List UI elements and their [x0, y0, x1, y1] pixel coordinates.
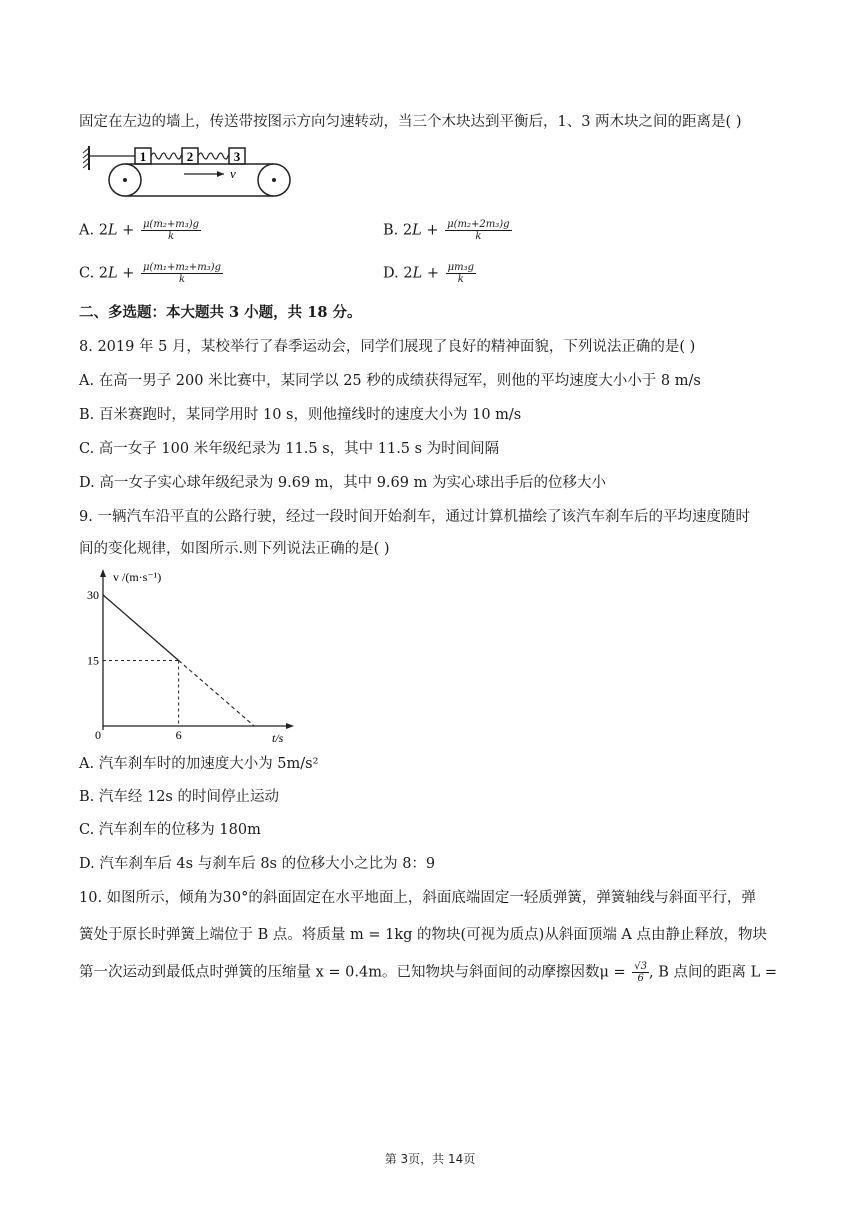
q9-stem-line-2: 间的变化规律，如图所示.则下列说法正确的是( ) [79, 541, 390, 557]
block-1-label: 1 [139, 149, 147, 164]
q7-stem-tail: 固定在左边的墙上，传送带按图示方向匀速转动，当三个木块达到平衡后，1、3 两木块之间的距离是( ) [79, 114, 742, 130]
q8-stem: 8. 2019 年 5 月，某校举行了春季运动会，同学们展现了良好的精神面貌，下列说法正确的是( ) [79, 339, 696, 355]
q7-option-b: B. 2L + $\frac{\text{μ(m₂+2m₃)g}}{k}$ [383, 219, 510, 242]
q10-line-1: 10. 如图所示，倾角为30°的斜面固定在水平地面上，斜面底端固定一轻质弹簧，弹簧轴线与斜面平行，弹 [79, 890, 756, 906]
x-tick-label: 6 [175, 728, 182, 742]
q9-option-d: D. 汽车刹车后 4s 与刹车后 8s 的位移大小之比为 8：9 [79, 856, 436, 872]
q7-conveyor-figure [79, 142, 309, 212]
q8-option-d: D. 高一女子实心球年级纪录为 9.69 m，其中 9.69 m 为实心球出手后的位移大小 [79, 475, 606, 491]
q9-option-a: A. 汽车刹车时的加速度大小为 5m/s² [79, 756, 319, 772]
q8-option-a: A. 在高一男子 200 米比赛中，某同学以 25 秒的成绩获得冠军，则他的平均速度大小小于 8 m/s [79, 373, 701, 389]
q10-line-2: 簧处于原长时弹簧上端位于 B 点。将质量 m = 1kg 的物块(可视为质点)从斜面顶端 A 点由静止释放，物块 [79, 927, 768, 943]
series-solid-line [103, 595, 179, 661]
q9-option-b: B. 汽车经 12s 的时间停止运动 [79, 789, 279, 805]
origin-label: 0 [95, 728, 101, 742]
y-tick-label: 30 [87, 587, 99, 602]
q9-option-c: C. 汽车刹车的位移为 180m [79, 822, 261, 838]
x-axis-label: t/s [272, 731, 284, 745]
q8-option-b: B. 百米赛跑时，某同学用时 10 s，则他撞线时的速度大小为 10 m/s [79, 407, 522, 423]
series-dashed-line [179, 660, 255, 726]
spring-1-2 [151, 153, 186, 159]
q7-option-a: A. 2L + $\frac{\text{μ(m₂+m₃)g}}{k}$ [79, 219, 200, 242]
q9-stem-line-1: 9. 一辆汽车沿平直的公路行驶，经过一段时间开始刹车，通过计算机描绘了该汽车刹车后的平均速度随时 [79, 509, 750, 525]
section-2-title: 二、多选题：本大题共 3 小题，共 18 分。 [79, 304, 362, 321]
y-tick-label: 15 [87, 653, 99, 668]
velocity-label: v [230, 166, 236, 181]
q7-option-d: D. 2L + $\frac{\text{μm₃g}}{k}$ [383, 262, 474, 285]
q7-option-c: C. 2L + $\frac{\text{μ(m₁+m₂+m₃)g}}{k}$ [79, 262, 221, 285]
page-footer: 第 3页，共 14页 [384, 1152, 476, 1166]
q9-velocity-time-chart [75, 565, 305, 745]
q10-line-3: 第一次运动到最低点时弹簧的压缩量 x = 0.4m。已知物块与斜面间的动摩擦因数μ = $\frac{√3}{6}$ , B 点间的距离 L = [79, 961, 777, 984]
block-3-label: 3 [233, 149, 241, 164]
q8-option-c: C. 高一女子 100 米年级纪录为 11.5 s，其中 11.5 s 为时间间隔 [79, 441, 500, 457]
spring-2-3 [198, 153, 233, 159]
y-axis-label: v /(m·s⁻¹) [113, 570, 162, 584]
block-2-label: 2 [186, 149, 194, 164]
